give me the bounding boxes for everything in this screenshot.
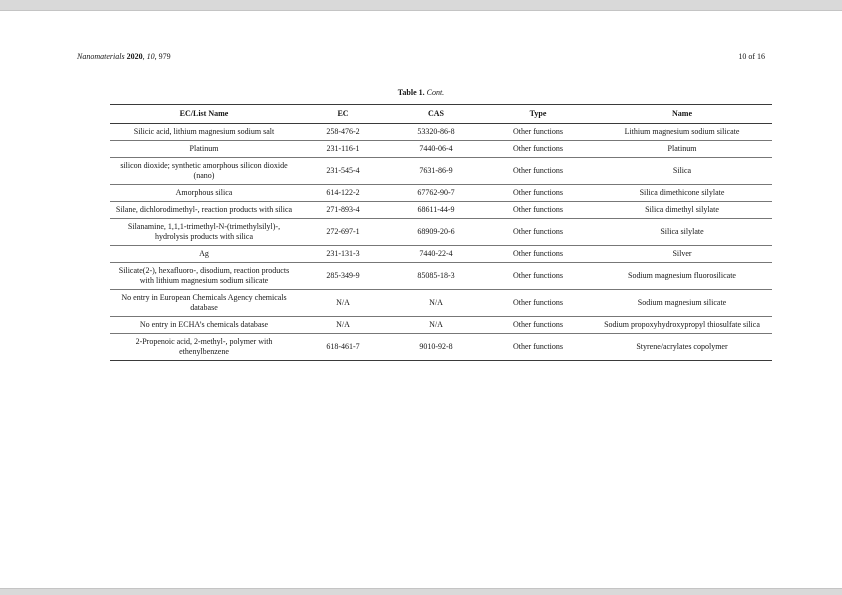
table-cell: 85085-18-3 xyxy=(388,263,484,290)
table-cell: N/A xyxy=(388,317,484,334)
table-cell: 7440-22-4 xyxy=(388,246,484,263)
table-cell: 2-Propenoic acid, 2-methyl-, polymer with ethenylbenzene xyxy=(110,334,298,361)
table-cell: Other functions xyxy=(484,141,592,158)
journal-pages: , 979 xyxy=(154,52,171,61)
table-row xyxy=(110,202,772,219)
table-cell: 231-131-3 xyxy=(298,246,388,263)
page-number: 10 of 16 xyxy=(738,52,765,61)
table-cell: Silicate(2-), hexafluoro-, disodium, reaction products with lithium magnesium sodium silicate xyxy=(110,263,298,290)
table-cell: Other functions xyxy=(484,263,592,290)
table-caption-label: Table 1. xyxy=(397,88,425,97)
table-row xyxy=(110,219,772,246)
table-cell: 53320-86-8 xyxy=(388,124,484,141)
table-row xyxy=(110,263,772,290)
table-cell: Styrene/acrylates copolymer xyxy=(592,334,772,361)
table-cell: 68611-44-9 xyxy=(388,202,484,219)
table-caption-cont: Cont. xyxy=(426,88,445,97)
table-cell: Silver xyxy=(592,246,772,263)
table-header xyxy=(110,105,772,124)
table-cell: 258-476-2 xyxy=(298,124,388,141)
table-cell: Other functions xyxy=(484,290,592,317)
table-cell: Sodium magnesium silicate xyxy=(592,290,772,317)
table-cell: Other functions xyxy=(484,219,592,246)
table-row xyxy=(110,141,772,158)
table-cell: 618-461-7 xyxy=(298,334,388,361)
table-cell: Platinum xyxy=(110,141,298,158)
table-cell: Sodium magnesium fluorosilicate xyxy=(592,263,772,290)
table-cell: 9010-92-8 xyxy=(388,334,484,361)
table-cell: Silanamine, 1,1,1-trimethyl-N-(trimethylsilyl)-, hydrolysis products with silica xyxy=(110,219,298,246)
table-cell: Other functions xyxy=(484,158,592,185)
table-cell: N/A xyxy=(298,317,388,334)
table-row xyxy=(110,317,772,334)
table-cell: N/A xyxy=(388,290,484,317)
table-row xyxy=(110,185,772,202)
table-cell: Silica silylate xyxy=(592,219,772,246)
journal-name: Nanomaterials xyxy=(77,52,125,61)
table-row xyxy=(110,158,772,185)
table-cell: Sodium propoxyhydroxypropyl thiosulfate silica xyxy=(592,317,772,334)
table-cell: Other functions xyxy=(484,246,592,263)
table-cell: 285-349-9 xyxy=(298,263,388,290)
table-cell: silicon dioxide; synthetic amorphous silicon dioxide (nano) xyxy=(110,158,298,185)
table-cell: 231-545-4 xyxy=(298,158,388,185)
table-cell: N/A xyxy=(298,290,388,317)
table-cell: 7440-06-4 xyxy=(388,141,484,158)
table-cell: Amorphous silica xyxy=(110,185,298,202)
page-header xyxy=(77,52,765,62)
table-cell: No entry in European Chemicals Agency chemicals database xyxy=(110,290,298,317)
table-cell: Other functions xyxy=(484,317,592,334)
table-cell: No entry in ECHA’s chemicals database xyxy=(110,317,298,334)
table-cell: Ag xyxy=(110,246,298,263)
table-body xyxy=(110,124,772,361)
table-cell: 7631-86-9 xyxy=(388,158,484,185)
journal-year: 2020 xyxy=(126,52,143,61)
table-row xyxy=(110,334,772,361)
table-cell: Silane, dichlorodimethyl-, reaction products with silica xyxy=(110,202,298,219)
table-cell: 271-893-4 xyxy=(298,202,388,219)
viewer-edge-top xyxy=(0,0,842,11)
column-header-ec: EC xyxy=(298,105,388,124)
table-cell: Silica dimethyl silylate xyxy=(592,202,772,219)
column-header-type: Type xyxy=(484,105,592,124)
column-header-name: Name xyxy=(592,105,772,124)
table-cell: Platinum xyxy=(592,141,772,158)
table-cell: Other functions xyxy=(484,202,592,219)
table-cell: Silicic acid, lithium magnesium sodium salt xyxy=(110,124,298,141)
table-cell: Other functions xyxy=(484,185,592,202)
table-cell: Other functions xyxy=(484,124,592,141)
table-cell: 67762-90-7 xyxy=(388,185,484,202)
viewer-edge-bottom xyxy=(0,588,842,595)
column-header-ec-list-name: EC/List Name xyxy=(110,105,298,124)
column-header-cas: CAS xyxy=(388,105,484,124)
table-cell: Other functions xyxy=(484,334,592,361)
journal-volume: 10 xyxy=(146,52,155,61)
journal-reference: Nanomaterials 2020, 10, 979 xyxy=(77,52,171,61)
table-row xyxy=(110,124,772,141)
table-caption xyxy=(0,88,842,98)
table-row xyxy=(110,290,772,317)
table-cell: Silica dimethicone silylate xyxy=(592,185,772,202)
table-cell: 272-697-1 xyxy=(298,219,388,246)
table-cell: 614-122-2 xyxy=(298,185,388,202)
table-cell: 231-116-1 xyxy=(298,141,388,158)
table-cell: 68909-20-6 xyxy=(388,219,484,246)
table-cell: Lithium magnesium sodium silicate xyxy=(592,124,772,141)
table-cell: Silica xyxy=(592,158,772,185)
chemicals-table xyxy=(110,104,772,361)
table-header-row xyxy=(110,105,772,124)
table-row xyxy=(110,246,772,263)
